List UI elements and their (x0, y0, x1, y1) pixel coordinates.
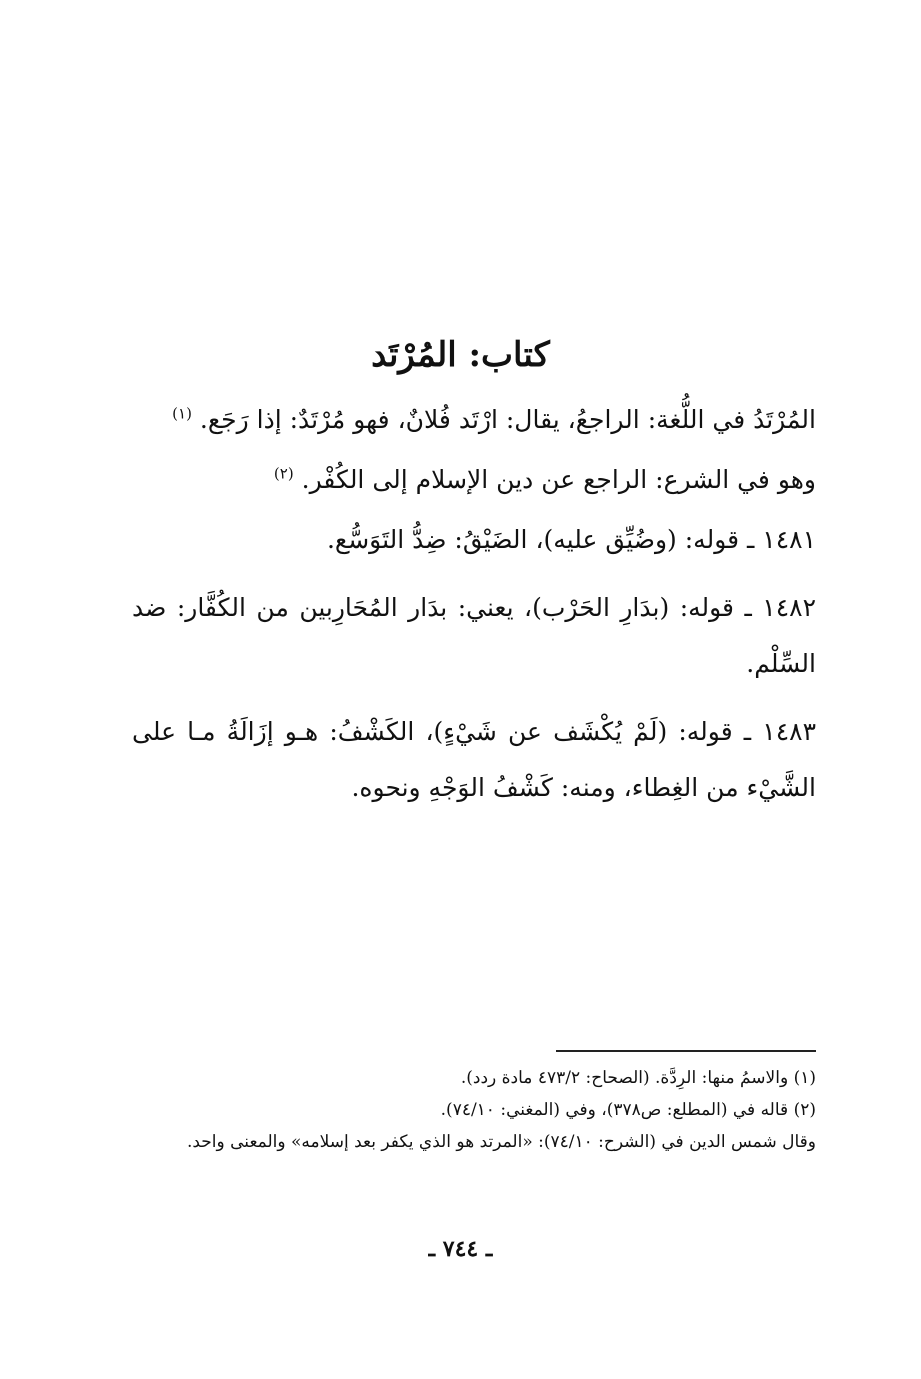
chapter-title: كتاب: المُرْتَد (371, 335, 550, 375)
footnote-ref-2: (٢) (273, 464, 294, 483)
footnote-divider (556, 1050, 816, 1052)
footnotes (160, 1062, 816, 1158)
paragraph-text: المُرْتَدُ في اللُّغة: الراجعُ، يقال: ارْتَد فُلانٌ، فهو مُرْتَدٌ: إذا رَجَع. (199, 405, 816, 434)
main-text (132, 392, 816, 828)
page-number: ـ ٧٤٤ ـ (428, 1236, 493, 1262)
footnote-1: (١) والاسمُ منها: الرِدَّة. (الصحاح: ٤٧٣/٢ مادة ردد). (460, 1068, 816, 1088)
footnote-2-continuation: وقال شمس الدين في (الشرح: ٧٤/١٠): «المرتد هو الذي يكفر بعد إسلامه» والمعنى واحد. (186, 1132, 816, 1152)
footnote-2: (٢) قاله في (المطلع: ص٣٧٨)، وفي (المغني: ٧٤/١٠). (440, 1100, 816, 1120)
footnote-ref-1: (١) (172, 404, 192, 423)
paragraph-text: وهو في الشرع: الراجع عن دين الإسلام إلى الكُفْر. (301, 465, 816, 494)
entry-1483: ١٤٨٣ ـ قوله: (لَمْ يُكْشَف عن شَيْءٍ)، الكَشْفُ: هـو إزَالَةُ مـا على الشَّيْء من الغِطاء، ومنه: كَشْفُ الوَجْهِ ونحوه. (132, 717, 816, 802)
entry-1482: ١٤٨٢ ـ قوله: (بدَارِ الحَرْب)، يعني: بدَار المُحَارِبين من الكُفَّار: ضد السِّلْم. (132, 593, 816, 678)
definition-language (132, 392, 816, 448)
entry-1481: ١٤٨١ ـ قوله: (وضُيِّق عليه)، الضَيْقُ: ضِدُّ التَوَسُّع. (326, 525, 816, 554)
definition-sharia (132, 452, 816, 508)
